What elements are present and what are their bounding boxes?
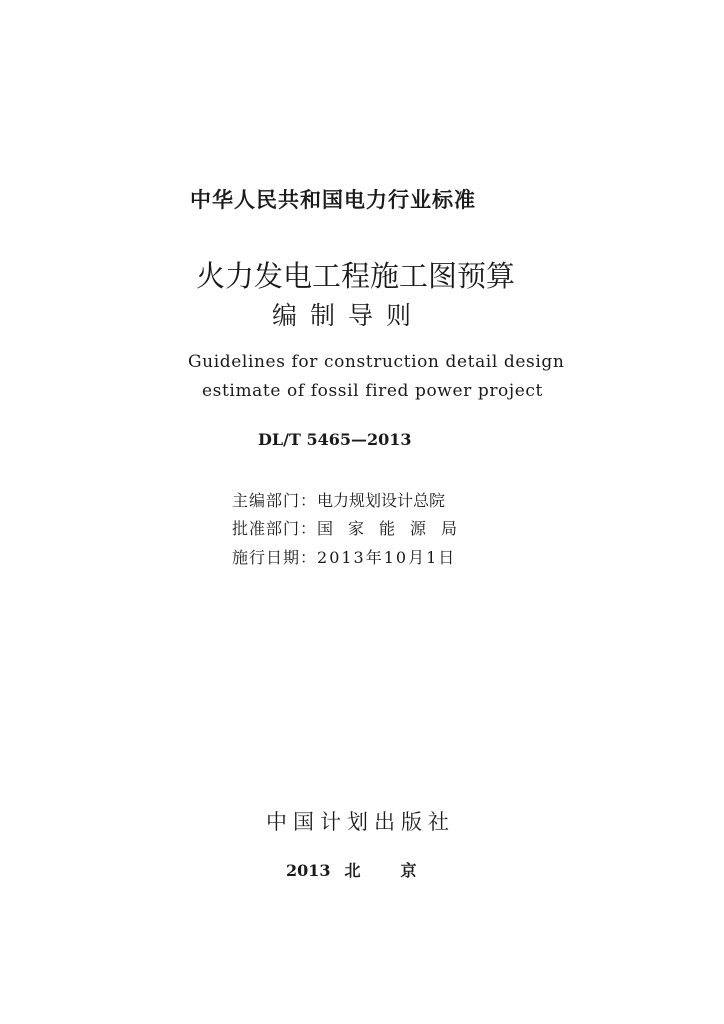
title-english-line-2: estimate of fossil fired power project	[202, 381, 543, 401]
imprint-year: 2013	[286, 861, 331, 880]
imprint-city-second: 京	[400, 861, 417, 880]
approver-department-label: 批准部门：	[232, 519, 318, 538]
standard-series-heading: 中华人民共和国电力行业标准	[190, 188, 476, 212]
approver-department-row	[232, 516, 472, 539]
imprint	[286, 858, 417, 881]
title-chinese-line-2: 编制导则	[272, 301, 425, 330]
standard-code: DL/T 5465—2013	[258, 430, 412, 449]
publisher-name: 中国计划出版社	[266, 810, 455, 834]
effective-date-value: 2013年10月1日	[317, 548, 457, 567]
imprint-city-first: 北	[344, 861, 361, 880]
approver-department-value: 国家能源局	[317, 519, 473, 538]
editor-department-value: 电力规划设计总院	[317, 491, 446, 510]
effective-date-label: 施行日期：	[232, 548, 318, 567]
effective-date-row	[232, 545, 456, 568]
title-english-line-1: Guidelines for construction detail design	[188, 352, 565, 372]
editor-department-row	[232, 488, 445, 511]
editor-department-label: 主编部门：	[232, 491, 318, 510]
title-chinese-line-1: 火力发电工程施工图预算	[196, 259, 516, 293]
